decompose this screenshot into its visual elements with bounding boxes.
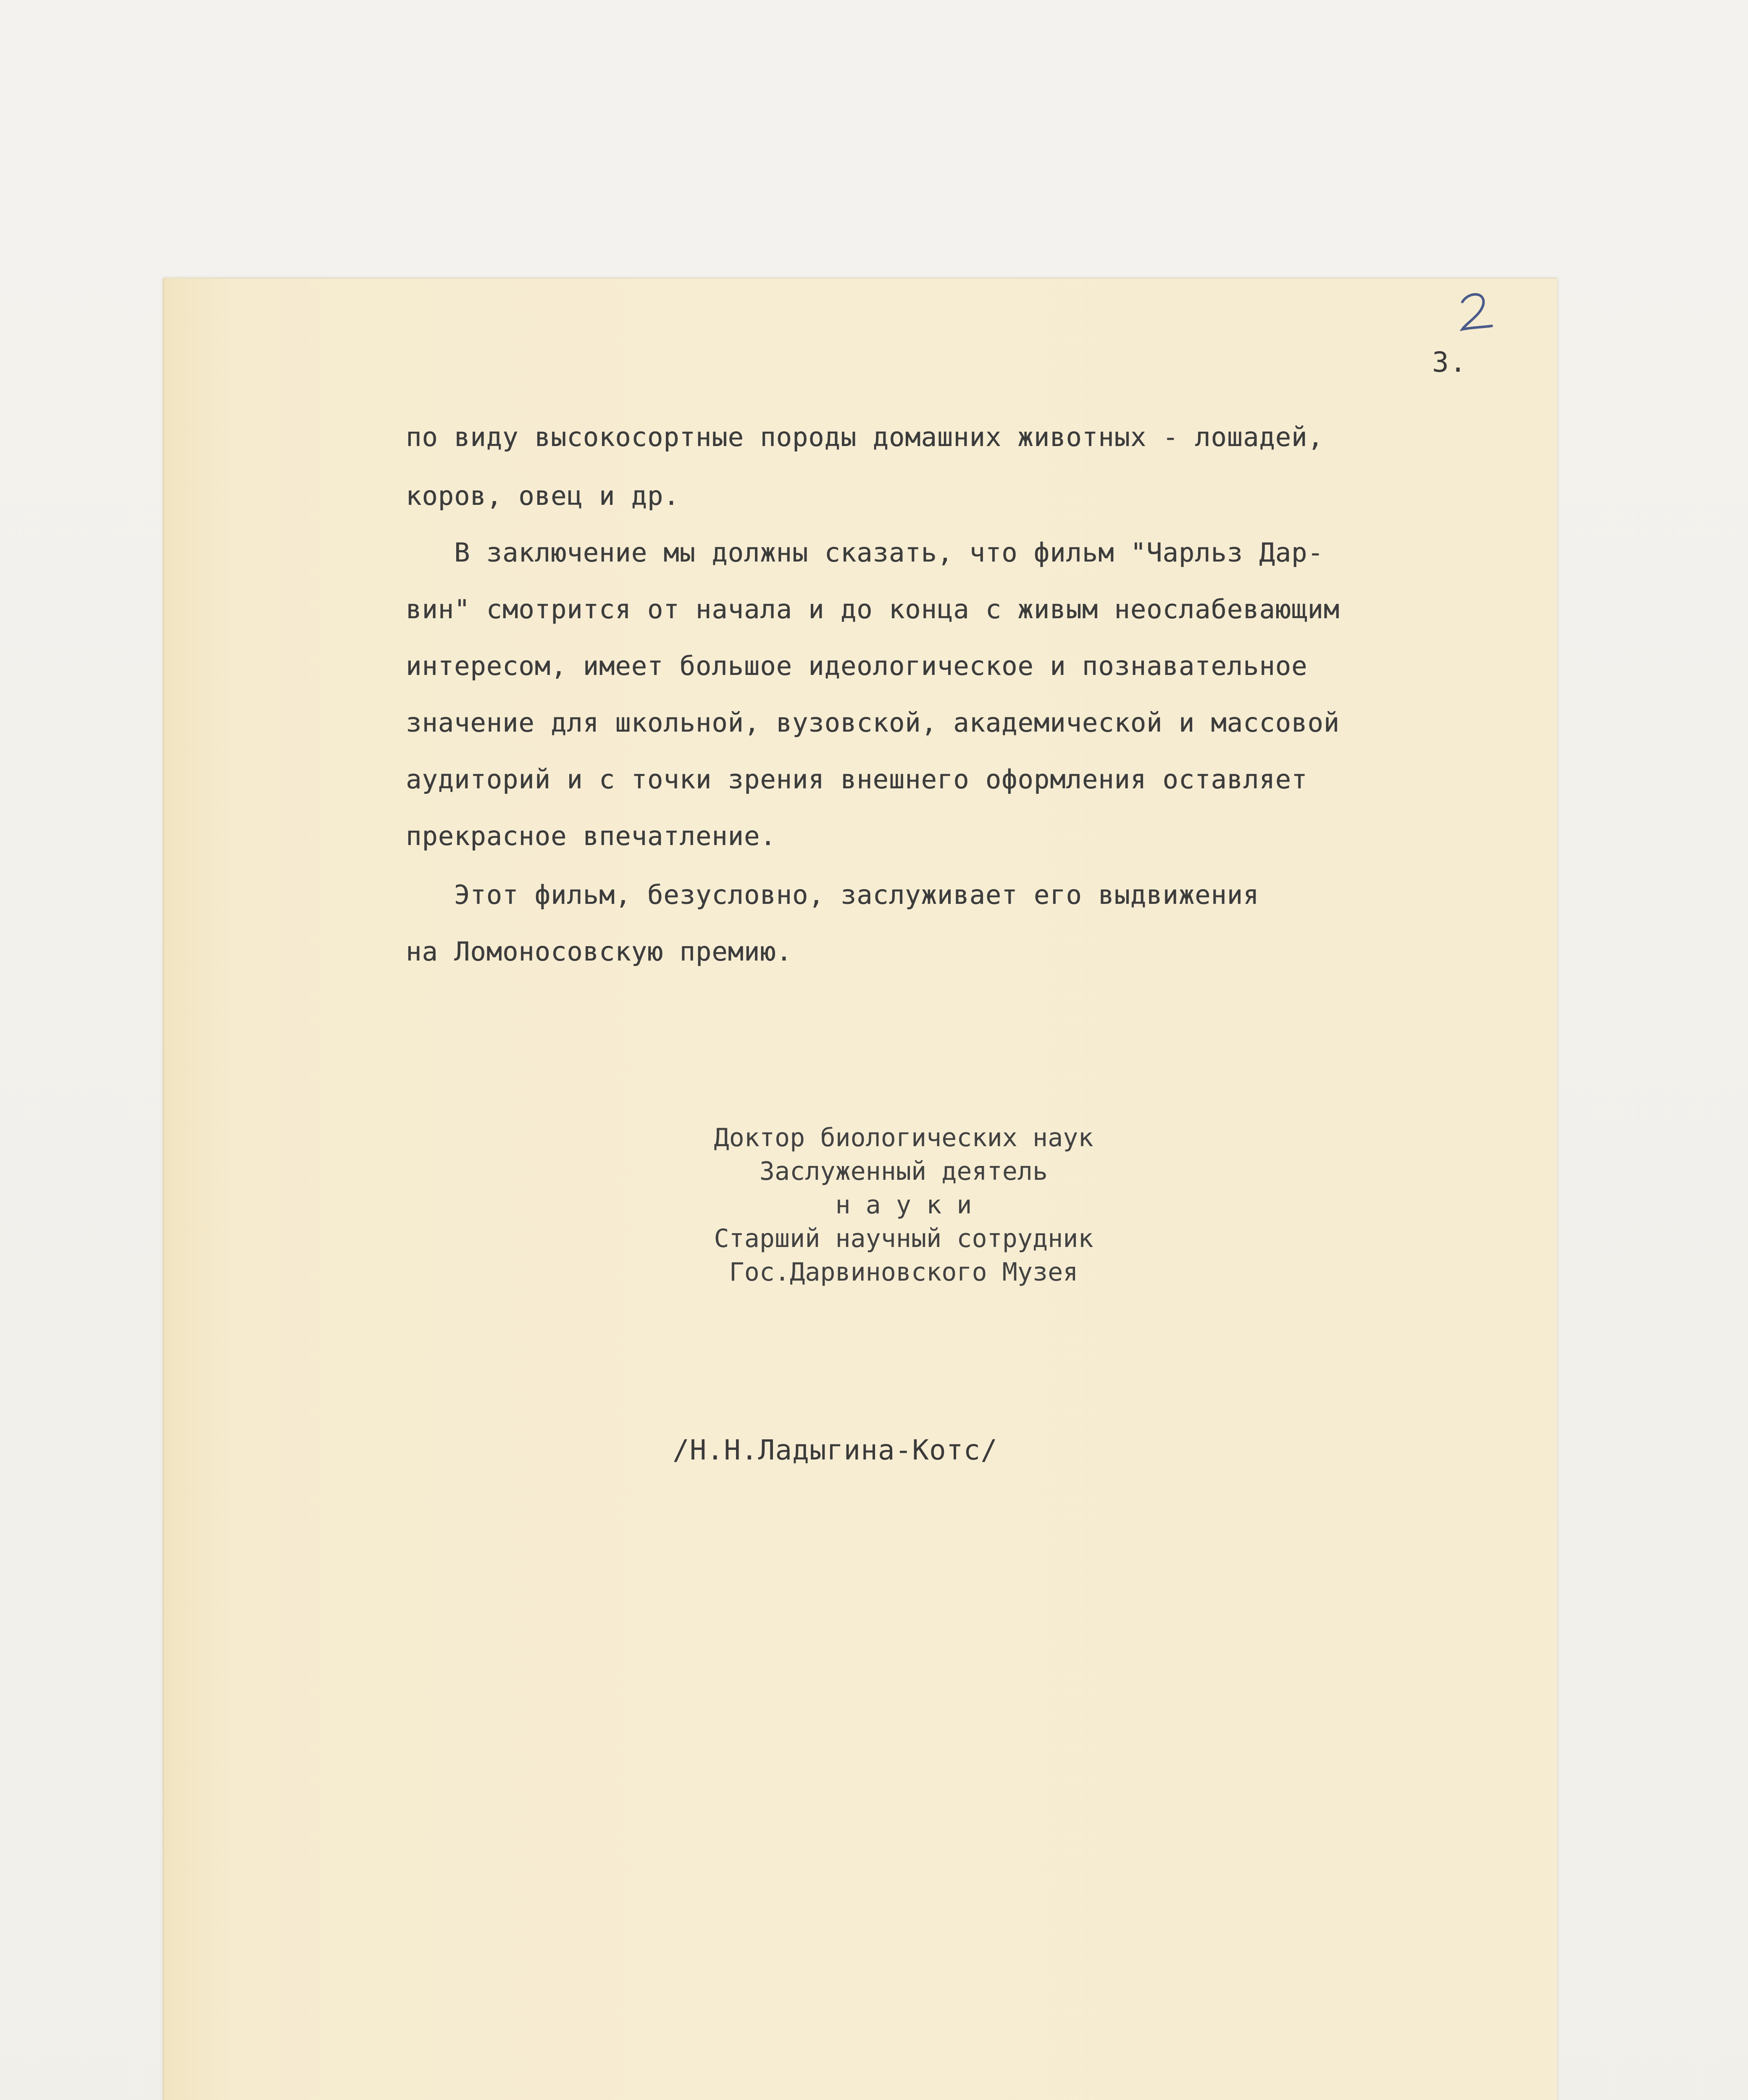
body-line: на Ломоносовскую премию. bbox=[406, 936, 792, 967]
body-line: значение для школьной, вузовской, академической и массовой bbox=[406, 707, 1340, 738]
signature-title-line: Заслуженный деятель bbox=[759, 1157, 1048, 1186]
body-line: по виду высокосортные породы домашних животных - лошадей, bbox=[406, 422, 1324, 452]
document-page bbox=[163, 278, 1557, 2100]
body-line: вин" смотрится от начала и до конца с живым неослабевающим bbox=[406, 594, 1340, 625]
signature-title-line: н а у к и bbox=[835, 1190, 972, 1220]
body-line: Этот фильм, безусловно, заслуживает его выдвижения bbox=[406, 879, 1259, 910]
body-line: интересом, имеет большое идеологическое и познавательное bbox=[406, 651, 1308, 681]
signature-title-line: Доктор биологических наук bbox=[714, 1123, 1093, 1152]
body-line: В заключение мы должны сказать, что фильм "Чарльз Дар- bbox=[406, 537, 1324, 568]
signature-name: /Н.Н.Ладыгина-Котс/ bbox=[673, 1434, 998, 1466]
signature-title-line: Гос.Дарвиновского Музея bbox=[729, 1257, 1078, 1287]
handwritten-tick-mark bbox=[1450, 287, 1500, 338]
signature-title-line: Старший научный сотрудник bbox=[714, 1224, 1093, 1253]
body-line: коров, овец и др. bbox=[406, 480, 680, 511]
body-line: прекрасное впечатление. bbox=[406, 821, 776, 851]
body-line: аудиторий и с точки зрения внешнего оформления оставляет bbox=[406, 764, 1308, 795]
page-number: 3. bbox=[1432, 346, 1467, 378]
